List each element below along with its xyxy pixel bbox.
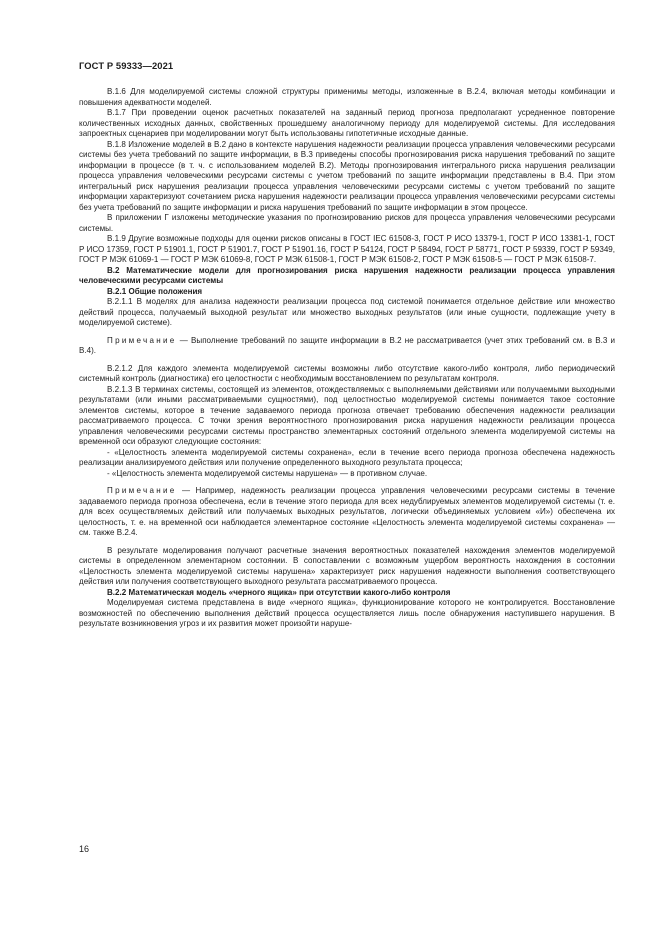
subsection-heading-b22: В.2.2 Математическая модель «черного ящика» при отсутствии какого-либо контроля	[107, 587, 451, 597]
note-1	[79, 336, 615, 357]
note-1-label: Примечание	[107, 335, 177, 345]
paragraph-b211: В.2.1.1 В моделях для анализа надежности реализации процесса под системой понимается отдельное действие или множество действий процесса, получаемый выходной результат или множество выходных результатов (или иные сущности, подлежащие учету в моделируемой системе).	[79, 297, 615, 327]
section-heading-b2: В.2 Математические модели для прогнозирования риска нарушения надежности реализации процесса управления человеческими ресурсами системы	[79, 265, 615, 285]
note-2-label: Примечание	[107, 486, 177, 495]
note-2	[79, 486, 615, 539]
paragraph-b17: В.1.7 При проведении оценок расчетных показателей на заданный период прогноза предполагают усредненное повторение количественных исходных данных, свойственных прошедшему аналогичному периоду для моделируемой системы. Для исследования запроектных сценариев при моделировании могут быть использованы гипотетичные исходные данные.	[79, 108, 615, 138]
paragraph-b18: В.1.8 Изложение моделей в В.2 дано в контексте нарушения надежности реализации процесса управления человеческими ресурсами системы без учета требований по защите информации, в В.3 приведены способы прогнозирования риска нарушения требований по защите информации в процессе (в т. ч. с использованием моделей В.2). Методы прогнозирования интегрального риска нарушения реализации процесса управления человеческими ресурсами системы с учетом требований по защите информации представлены в В.4. При этом интегральный риск нарушения реализации процесса управления человеческими ресурсами системы с учетом требований по защите информации характеризуют сочетанием риска нарушения надежности реализации процесса управления человеческими ресурсами системы без учета требований по защите информации и риска нарушения требований по защите информации в этом процессе.	[79, 139, 615, 212]
paragraph-b212: В.2.1.2 Для каждого элемента моделируемой системы возможны либо отсутствие какого-либо контроля, либо периодический системный контроль (диагностика) его целостности с необходимым восстановлением по результатам контроля.	[79, 363, 615, 383]
paragraph-result: В результате моделирования получают расчетные значения вероятностных показателей нахождения элементов моделируемой системы в определенном элементарном состоянии. В сопоставлении с возможным ущербом вероятность нахождения в состоянии «Целостность элемента моделируемой системы нарушена» характеризует риск нарушения надежности выполнения соответствующего действия или получения соответствующего выходного результата рассматриваемого процесса.	[79, 545, 615, 586]
list-item-state-1: - «Целостность элемента моделируемой системы сохранена», если в течение всего периода прогноза обеспечена надежность реализации анализируемого действия или получение определенного выходного результата процесса;	[79, 447, 615, 467]
subsection-heading-b21: В.2.1 Общие положения	[107, 286, 203, 296]
document-header: ГОСТ Р 59333—2021	[79, 60, 174, 71]
note-1-text: — Выполнение требований по защите информации в В.2 не рассматривается (учет этих требований см. в В.3 и В.4).	[79, 335, 615, 355]
paragraph-b19: В.1.9 Другие возможные подходы для оценки рисков описаны в ГОСТ IEC 61508-3, ГОСТ Р ИСО 13379-1, ГОСТ Р ИСО 13381-1, ГОСТ Р ИСО 17359, ГОСТ Р 51901.1, ГОСТ Р 51901.7, ГОСТ Р 51901.16, ГОСТ Р 54124, ГОСТ Р 58494, ГОСТ Р 58771, ГОСТ Р 59339, ГОСТ Р 59349, ГОСТ Р МЭК 61069-1 — ГОСТ Р МЭК 61069-8, ГОСТ Р МЭК 61508-1, ГОСТ Р МЭК 61508-2, ГОСТ Р МЭК 61508-5 — ГОСТ Р МЭК 61508-7.	[79, 234, 615, 264]
paragraph-b22: Моделируемая система представлена в виде «черного ящика», функционирование которого не контролируется. Восстановление возможностей по обеспечению выполнения действий процесса осуществляется лишь после обнаружения наступившего нарушения. В результате возникновения угроз и их развития может произойти наруше-	[79, 598, 615, 628]
document-body	[79, 87, 615, 630]
page-number: 16	[79, 844, 90, 854]
paragraph-b16: В.1.6 Для моделируемой системы сложной структуры применимы методы, изложенные в В.2.4, включая методы комбинации и повышения адекватности моделей.	[79, 87, 615, 107]
paragraph-b213: В.2.1.3 В терминах системы, состоящей из элементов, отождествляемых с выполняемыми действиями или получаемыми выходными результатами (или иными рассматриваемыми сущностями), под целостностью моделируемой системы понимается такое состояние элементов системы, которое в течение задаваемого периода прогноза отвечает требованию обеспечения надежности реализации рассматриваемого процесса. С точки зрения вероятностного прогнозирования риска нарушения надежности реализации процесса управления человеческими ресурсами системы пространство элементарных состояний отдельного элемента моделируемой системы на временной оси образуют следующие состояния:	[79, 384, 615, 446]
paragraph-appendix-g: В приложении Г изложены методические указания по прогнозированию рисков для процесса управления человеческими ресурсами системы.	[79, 213, 615, 233]
note-2-text: — Например, надежность реализации процесса управления человеческими ресурсами системы в течение задаваемого периода прогноза обеспечена, если в течение этого периода для всех недублируемых элементов моделируемой системы (т. е. для всех осуществляемых действий или получаемых выходных результатов, логически объединяемых условием «И») обеспечена их целостность, т. е. на временной оси наблюдается элементарное состояние «Целостность элемента моделируемой системы сохранена» — см. также В.2.4.	[79, 486, 615, 537]
list-item-state-2: - «Целостность элемента моделируемой системы нарушена» — в противном случае.	[107, 468, 428, 478]
